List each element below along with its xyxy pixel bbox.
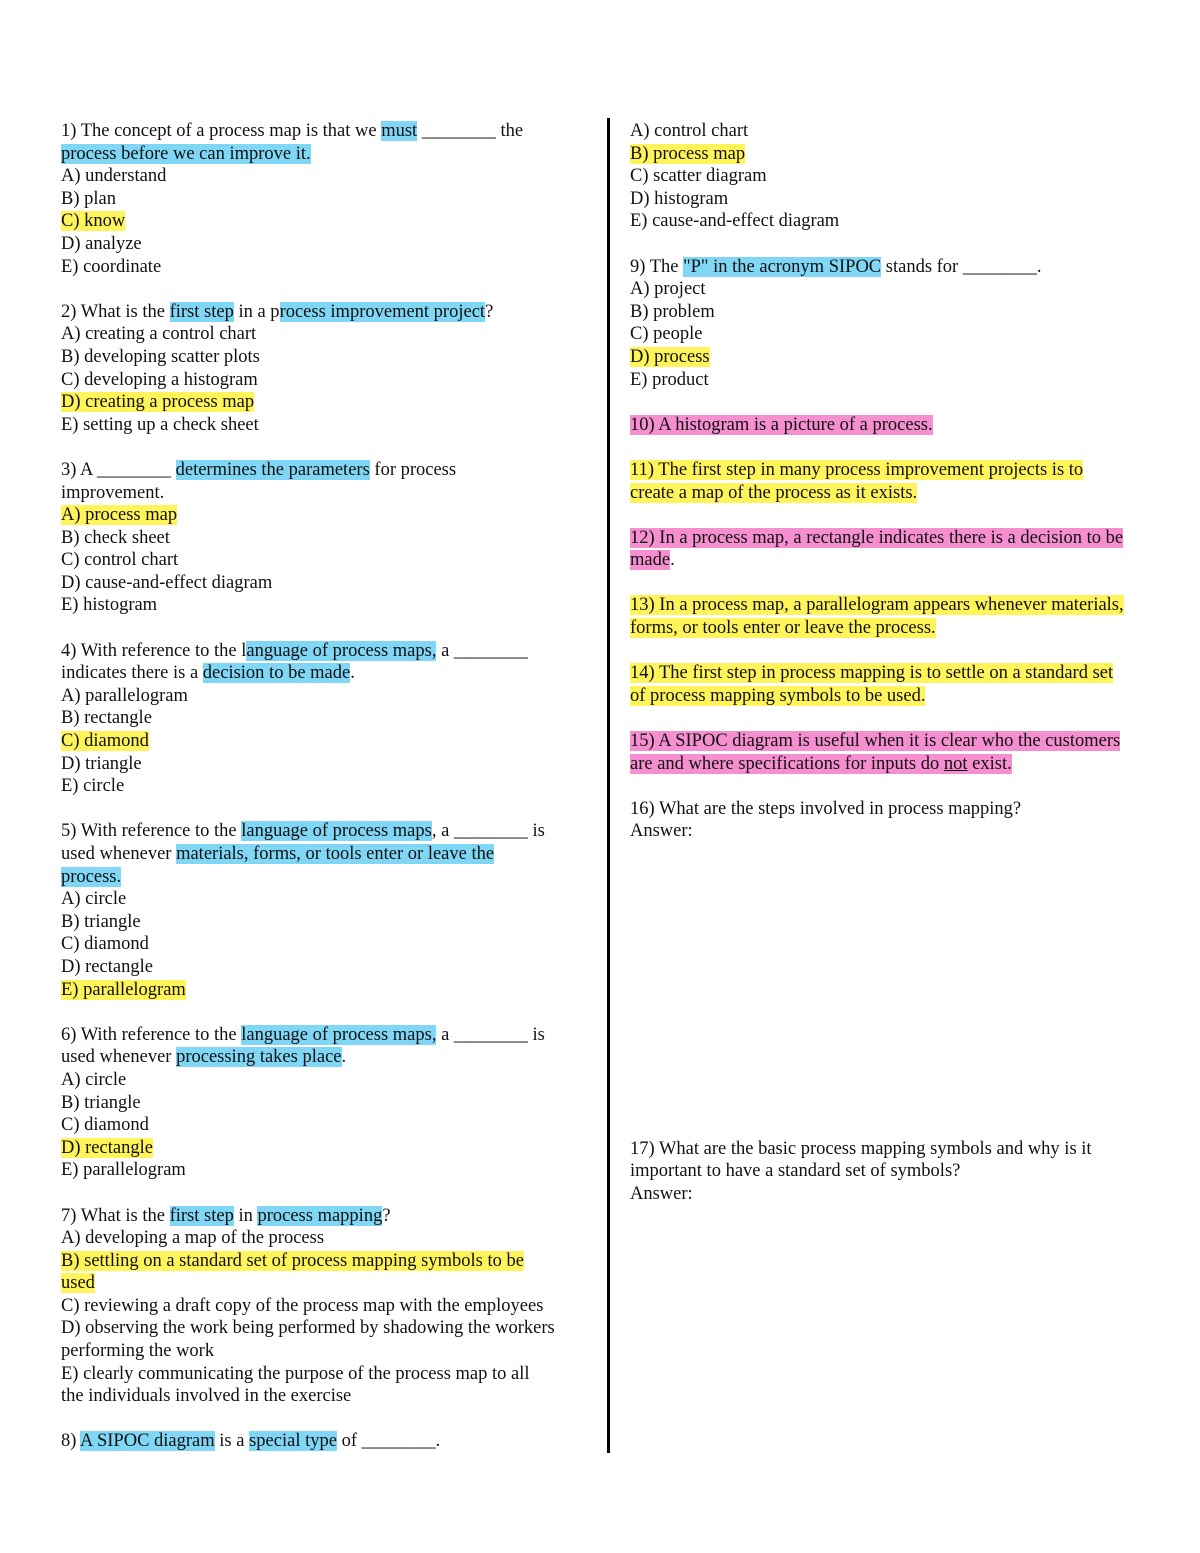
text-segment: B) triangle [61, 911, 141, 932]
text-line [61, 301, 591, 324]
highlighted-text: not [943, 753, 968, 774]
text-line [61, 775, 591, 798]
question-q9 [630, 256, 1162, 392]
text-line [61, 188, 591, 211]
text-line [61, 549, 591, 572]
highlighted-text: materials, forms, or tools enter or leave the [176, 844, 495, 864]
text-line [61, 1069, 591, 1092]
text-segment: A) circle [61, 1069, 127, 1090]
text-line [630, 549, 1162, 572]
highlighted-text: special type [249, 1431, 337, 1452]
text-segment: C) diamond [61, 1115, 149, 1136]
text-segment: Answer: [630, 821, 693, 842]
text-segment: a ________ is [436, 1024, 545, 1045]
text-line [61, 1250, 591, 1273]
text-line [61, 572, 591, 595]
text-segment: E) parallelogram [61, 1160, 186, 1181]
text-line [630, 120, 1162, 143]
text-segment: 16) What are the steps involved in process mapping? [630, 798, 1022, 819]
highlighted-text: determines the parameters [175, 459, 370, 480]
question-q6 [61, 1024, 591, 1182]
text-segment: D) cause-and-effect diagram [61, 572, 273, 593]
text-segment: is a [214, 1431, 250, 1452]
text-line [630, 346, 1162, 369]
text-line [61, 685, 591, 708]
question-q2 [61, 301, 591, 437]
text-line [630, 527, 1162, 550]
text-line [61, 1363, 591, 1386]
highlighted-text: 15) A SIPOC diagram is useful when it is clear who the customers [630, 731, 1121, 752]
text-line [61, 1205, 591, 1228]
text-segment: C) scatter diagram [630, 166, 767, 187]
text-line [61, 1159, 591, 1182]
text-segment: 7) What is the [61, 1205, 170, 1226]
text-segment: 2) What is the [61, 301, 170, 322]
text-segment: stands for ________. [881, 256, 1042, 277]
highlighted-text: 12) In a process map, a rectangle indicates there is a decision to be [630, 527, 1124, 548]
highlighted-text: B) settling on a standard set of process mapping symbols to be [61, 1250, 524, 1271]
highlighted-text: D) creating a process map [61, 392, 255, 413]
question-q8-options [630, 120, 1162, 233]
question-q1 [61, 120, 591, 278]
text-segment: 4) With reference to the l [61, 640, 247, 661]
highlighted-text: D) process [630, 346, 710, 367]
text-line [630, 143, 1162, 166]
text-line [630, 323, 1162, 346]
text-line [630, 459, 1162, 482]
text-line [61, 1340, 591, 1363]
question-q15 [630, 730, 1162, 775]
text-segment: E) clearly communicating the purpose of the process map to all [61, 1363, 530, 1384]
text-line [61, 1317, 591, 1340]
highlighted-text: forms, or tools enter or leave the process. [630, 618, 936, 639]
answer-space [630, 866, 1162, 1138]
text-line [630, 482, 1162, 505]
text-line [61, 662, 591, 685]
text-line [61, 956, 591, 979]
text-line [61, 1295, 591, 1318]
highlighted-text: 13) In a process map, a parallelogram appears whenever materials, [630, 595, 1124, 616]
text-line [61, 1227, 591, 1250]
text-line [61, 120, 591, 143]
text-segment: B) check sheet [61, 527, 170, 548]
text-line [61, 414, 591, 437]
text-segment: C) reviewing a draft copy of the process map with the employees [61, 1295, 544, 1316]
highlighted-text: processing takes place [176, 1047, 342, 1068]
text-line [61, 707, 591, 730]
highlighted-text: D) rectangle [61, 1137, 153, 1158]
highlighted-text: process. [61, 866, 122, 887]
text-segment: A) control chart [630, 121, 749, 141]
text-line [61, 911, 591, 934]
text-segment: ________ the [417, 121, 524, 141]
text-line [61, 256, 591, 279]
text-line [61, 933, 591, 956]
text-segment: A) developing a map of the process [61, 1228, 325, 1249]
text-segment: D) observing the work being performed by shadowing the workers [61, 1318, 555, 1339]
question-q5 [61, 820, 591, 1001]
question-q14 [630, 662, 1162, 707]
text-segment: improvement. [61, 482, 165, 503]
highlighted-text: first step [169, 301, 234, 322]
text-line [630, 594, 1162, 617]
text-line [61, 640, 591, 663]
text-segment: B) problem [630, 301, 715, 322]
highlighted-text: C) know [61, 211, 126, 232]
text-segment: 5) With reference to the [61, 821, 242, 842]
highlighted-text: "P" in the acronym SIPOC [683, 256, 882, 277]
text-line [61, 346, 591, 369]
text-line [61, 482, 591, 505]
text-line [630, 1138, 1162, 1161]
highlighted-text: process mapping [257, 1205, 383, 1226]
text-line [61, 323, 591, 346]
text-line [61, 143, 591, 166]
question-q10 [630, 414, 1162, 437]
text-line [630, 798, 1162, 821]
text-segment: used whenever [61, 844, 177, 864]
highlighted-text: decision to be made [202, 663, 351, 684]
text-line [630, 165, 1162, 188]
text-segment: E) circle [61, 776, 125, 797]
text-segment: . [350, 663, 355, 684]
text-line [61, 459, 591, 482]
highlighted-text: of process mapping symbols to be used. [630, 685, 926, 706]
highlighted-text: C) diamond [61, 731, 149, 752]
left-column [61, 120, 591, 1476]
text-segment: . [670, 550, 675, 571]
question-q11 [630, 459, 1162, 504]
text-segment: 3) A ________ [61, 459, 176, 480]
text-segment: D) histogram [630, 188, 729, 209]
text-line [61, 233, 591, 256]
text-segment: E) coordinate [61, 256, 162, 277]
highlighted-text: used [61, 1273, 95, 1294]
highlighted-text: language of process maps [241, 821, 432, 842]
text-line [61, 820, 591, 843]
text-line [61, 594, 591, 617]
highlighted-text: are and where specifications for inputs do [630, 753, 944, 774]
text-line [61, 165, 591, 188]
highlighted-text: A SIPOC diagram [80, 1431, 215, 1452]
text-line [630, 210, 1162, 233]
text-segment: performing the work [61, 1341, 215, 1362]
highlighted-text: made [630, 550, 671, 571]
question-q13 [630, 594, 1162, 639]
text-line [61, 1430, 591, 1453]
text-line [61, 391, 591, 414]
text-line [61, 1137, 591, 1160]
text-line [61, 843, 591, 866]
right-column [630, 120, 1162, 1228]
highlighted-text: 11) The first step in many process improvement projects is to [630, 459, 1084, 480]
text-segment: E) cause-and-effect diagram [630, 211, 840, 232]
highlighted-text: anguage of process maps, [246, 640, 437, 661]
text-line [61, 504, 591, 527]
text-line [61, 1024, 591, 1047]
text-segment: Answer: [630, 1183, 693, 1204]
text-line [61, 888, 591, 911]
text-segment: A) creating a control chart [61, 324, 257, 345]
highlighted-text: 10) A histogram is a picture of a process. [630, 414, 933, 435]
text-line [630, 188, 1162, 211]
text-line [61, 753, 591, 776]
text-line [61, 210, 591, 233]
highlighted-text: must [381, 121, 418, 141]
text-segment: 1) The concept of a process map is that we [61, 121, 382, 141]
text-segment: B) developing scatter plots [61, 346, 260, 367]
text-segment: C) developing a histogram [61, 369, 258, 390]
question-q7 [61, 1205, 591, 1408]
text-line [630, 369, 1162, 392]
text-segment: the individuals involved in the exercise [61, 1386, 352, 1407]
highlighted-text: rocess improvement project [279, 301, 486, 322]
question-q8 [61, 1430, 591, 1453]
text-segment: ? [382, 1205, 391, 1226]
highlighted-text: language of process maps, [241, 1024, 437, 1045]
text-segment: , a ________ is [431, 821, 545, 842]
text-line [61, 1046, 591, 1069]
highlighted-text: E) parallelogram [61, 979, 186, 1000]
text-line [630, 685, 1162, 708]
text-segment: C) control chart [61, 550, 179, 571]
question-q3 [61, 459, 591, 617]
text-line [61, 979, 591, 1002]
question-q17 [630, 1138, 1162, 1206]
highlighted-text: exist. [967, 753, 1012, 774]
text-line [630, 617, 1162, 640]
highlighted-text: first step [169, 1205, 234, 1226]
text-line [61, 1114, 591, 1137]
question-q16 [630, 798, 1162, 843]
highlighted-text: A) process map [61, 505, 178, 526]
text-segment: in a p [233, 301, 280, 322]
text-line [61, 1385, 591, 1408]
text-line [61, 369, 591, 392]
text-segment: A) project [630, 279, 706, 300]
text-line [61, 527, 591, 550]
text-line [630, 301, 1162, 324]
text-line [630, 278, 1162, 301]
highlighted-text: create a map of the process as it exists. [630, 482, 918, 503]
text-segment: D) analyze [61, 233, 142, 254]
text-segment: D) triangle [61, 753, 142, 774]
text-line [61, 1272, 591, 1295]
text-segment: A) understand [61, 166, 167, 187]
text-segment: A) parallelogram [61, 685, 188, 706]
highlighted-text: process before we can improve it. [61, 143, 311, 164]
text-segment: D) rectangle [61, 956, 153, 977]
text-segment: used whenever [61, 1047, 177, 1068]
text-line [61, 730, 591, 753]
text-segment: 9) The [630, 256, 684, 277]
text-segment: ? [485, 301, 494, 322]
text-line [630, 1183, 1162, 1206]
text-segment: . [341, 1047, 347, 1068]
text-segment: A) circle [61, 889, 127, 910]
text-line [630, 256, 1162, 279]
text-segment: E) histogram [61, 595, 158, 616]
text-segment: of ________. [336, 1431, 441, 1452]
text-segment: indicates there is a [61, 663, 203, 684]
column-divider [607, 118, 610, 1453]
text-segment: E) setting up a check sheet [61, 414, 259, 435]
question-q4 [61, 640, 591, 798]
text-segment: C) diamond [61, 934, 149, 955]
text-line [630, 1160, 1162, 1183]
text-segment: B) triangle [61, 1092, 141, 1113]
text-line [630, 820, 1162, 843]
text-segment: in [233, 1205, 258, 1226]
text-line [630, 662, 1162, 685]
text-segment: a ________ [436, 640, 528, 661]
text-segment: for process [369, 459, 457, 480]
highlighted-text: B) process map [630, 143, 746, 164]
question-q12 [630, 527, 1162, 572]
text-line [630, 753, 1162, 776]
text-line [630, 414, 1162, 437]
text-segment: 8) [61, 1431, 81, 1452]
text-segment: 17) What are the basic process mapping symbols and why is it [630, 1138, 1092, 1159]
text-segment: important to have a standard set of symbols? [630, 1161, 961, 1182]
text-line [61, 866, 591, 889]
text-segment: 6) With reference to the [61, 1024, 242, 1045]
text-segment: C) people [630, 324, 703, 345]
text-segment: B) rectangle [61, 708, 152, 729]
text-segment: B) plan [61, 188, 116, 209]
text-line [630, 730, 1162, 753]
text-line [61, 1092, 591, 1115]
text-segment: E) product [630, 369, 709, 390]
highlighted-text: 14) The first step in process mapping is to settle on a standard set [630, 663, 1114, 684]
